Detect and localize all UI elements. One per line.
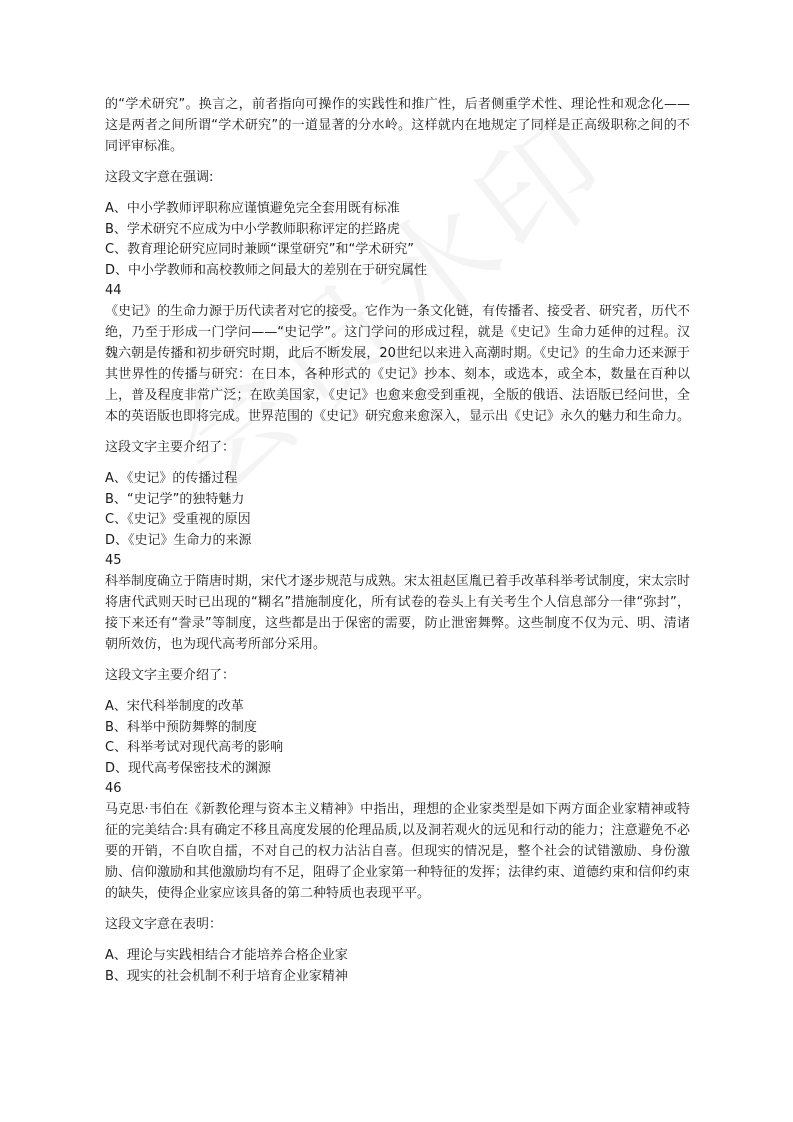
option-c: C、科举考试对现代高考的影响: [105, 740, 284, 755]
question-45-prompt: 这段文字主要介绍了：: [105, 668, 236, 683]
option-c: C、教育理论研究应同时兼顾“课堂研究”和“学术研究”: [105, 242, 415, 257]
question-44-options: [105, 469, 690, 551]
document-page: [105, 94, 690, 987]
question-44-number: 44: [105, 283, 122, 298]
option-a: A、理论与实践相结合才能培养合格企业家: [105, 948, 348, 963]
option-b: B、“史记学”的独特魅力: [105, 491, 245, 507]
question-43-options: [105, 199, 690, 281]
option-d: D、现代高考保密技术的渊源: [105, 760, 272, 776]
question-45-number: 45: [105, 553, 122, 568]
question-43-prompt: 这段文字意在强调:: [105, 170, 214, 185]
option-b: B、学术研究不应成为中小学教师职称评定的拦路虎: [105, 221, 400, 237]
question-46-options: [105, 946, 690, 987]
question-45-options: [105, 697, 690, 779]
question-45-text: 科举制度确立于隋唐时期，宋代才逐步规范与成熟。宋太祖赵匡胤已着手改革科举考试制度，宋太宗时将唐代武则天时已出现的“糊名”措施制度化，所有试卷的卷头上有关考生个人信息部分一律“弥封”，接下来还有“誊录”等制度，这些都是出于保密的需要，防止泄密舞弊。这些制度不仅为元、明、清诸朝所效仿，也为现代高考所部分采用。: [105, 574, 691, 652]
option-c: C、《史记》受重视的原因: [105, 512, 251, 527]
question-44-text: 《史记》的生命力源于历代读者对它的接受。它作为一条文化链，有传播者、接受者、研究者，历代不绝，乃至于形成一门学问——“史记学”。这门学问的形成过程，就是《史记》生命力延伸的过程。汉魏六朝是传播和初步研究时期，此后不断发展，20世纪以来进入高潮时期。《史记》的生命力还来源于其世界性的传播与研究：在日本，各种形式的《史记》抄本、刻本，或选本，或全本，数量在百种以上，普及程度非常广泛；在欧美国家，《史记》也愈来愈受到重视，全版的俄语、法语版已经问世，全本的英语版也即将完成。世界范围的《史记》研究愈来愈深入，显示出《史记》永久的魅力和生命力。: [105, 304, 691, 424]
option-d: D、《史记》生命力的来源: [105, 532, 252, 548]
intro-paragraph: 的“学术研究”。换言之，前者指向可操作的实践性和推广性，后者侧重学术性、理论性和观念化——这是两者之间所谓“学术研究”的一道显著的分水岭。这样就内在地规定了同样是正高级职称之间的不同评审标准。: [105, 97, 690, 154]
question-46-number: 46: [105, 781, 122, 796]
question-46-text: 马克思·韦伯在《新教伦理与资本主义精神》中指出，理想的企业家类型是如下两方面企业家精神或特征的完美结合:具有确定不移且高度发展的伦理品质,以及洞若观火的远见和行动的能力；注意避免不必要的开销，不自吹自擂，不对自己的权力沾沾自喜。但现实的情况是，整个社会的试错激励、身份激励、信仰激励和其他激励均有不足，阻碍了企业家第一种特征的发挥；法律约束、道德约束和信仰约束的缺失，使得企业家应该具备的第二种特质也表现平平。: [105, 802, 691, 901]
option-b: B、现实的社会机制不利于培育企业家精神: [105, 968, 348, 984]
option-a: A、中小学教师评职称应谨慎避免完全套用既有标准: [105, 201, 400, 216]
question-44-prompt: 这段文字主要介绍了：: [105, 440, 236, 455]
option-a: A、《史记》的传播过程: [105, 471, 238, 486]
option-d: D、中小学教师和高校教师之间最大的差别在于研究属性: [105, 262, 428, 278]
option-a: A、宋代科举制度的改革: [105, 699, 244, 714]
option-b: B、科举中预防舞弊的制度: [105, 719, 257, 735]
question-46-prompt: 这段文字意在表明：: [105, 917, 223, 932]
